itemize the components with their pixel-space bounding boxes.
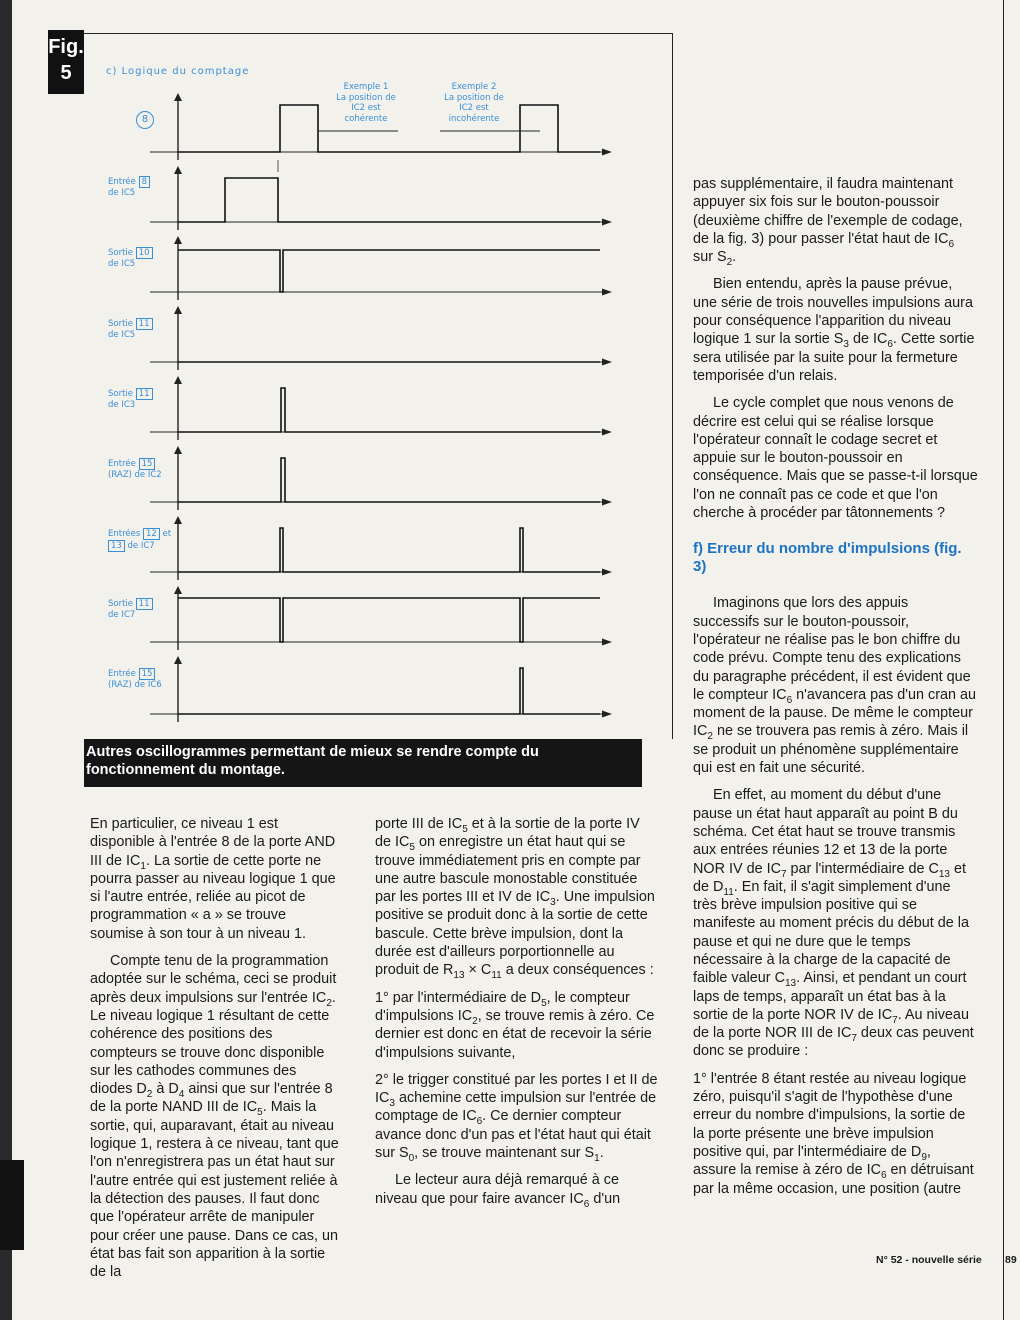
trace-label-sub	[108, 259, 153, 269]
trace-label	[108, 176, 150, 198]
node-marker: 8	[136, 111, 154, 129]
trace-label	[108, 247, 153, 269]
trace-label-line	[108, 528, 171, 540]
trace-label-chip: de IC7	[108, 610, 136, 620]
axis-arrow-right	[602, 359, 612, 366]
trace-label	[108, 528, 171, 552]
paragraph: Bien entendu, après la pause prévue, une série de trois nouvelles impulsions aura pour conséquence l'apparition du niveau logique 1 sur la sortie $S_3$ de $IC_6$. Cette sortie sera utilisée par la suite pour la fermeture temporisée d'un relais.	[693, 276, 975, 384]
example-2-line: IC2 est	[459, 103, 489, 113]
waveform-trace-0	[178, 105, 600, 152]
paragraph: En particulier, ce niveau 1 est disponible à l'entrée 8 de la porte AND III de $IC_1$. La sortie de cette porte ne pourra passer au niveau logique 1 que si l'autre entrée, reliée au picot de programmation « a » se trouve soumise à son tour à un niveau 1.	[90, 816, 336, 942]
example-1-line: IC2 est	[351, 103, 381, 113]
trace-label-sub	[108, 610, 153, 620]
axis-arrow-up	[174, 446, 182, 454]
issue-label: N° 52 - nouvelle série	[876, 1254, 982, 1266]
axis-arrow-right	[602, 499, 612, 506]
trace-label-chip: de IC7	[127, 541, 155, 551]
waveform-trace-8	[178, 668, 600, 714]
axis-arrow-right	[602, 429, 612, 436]
pin-number-box: 15	[139, 668, 156, 680]
paragraph: Le lecteur aura déjà remarqué à ce niveau que pour faire avancer $IC_6$ d'un	[375, 1172, 621, 1210]
page-number: 89	[1005, 1254, 1017, 1266]
paragraph: 2° le trigger constitué par les portes I et II de $IC_3$ achemine cette impulsion sur l'entrée de comptage de $IC_6$. Ce dernier compteur avance donc d'un pas et l'état haut qui était sur $S_0$, se trouve maintenant sur $S_1$.	[375, 1071, 658, 1164]
waveform-trace-4	[178, 388, 600, 432]
trace-label-line	[108, 176, 150, 188]
waveform-trace-5	[178, 458, 600, 502]
trace-label	[108, 318, 153, 340]
figure-tab-label: Fig. 5	[48, 36, 84, 84]
column-middle	[375, 815, 658, 1217]
axis-arrow-right	[602, 289, 612, 296]
axis-arrow-up	[174, 166, 182, 174]
pin-number-box: 12	[143, 528, 160, 540]
trace-label-line	[108, 318, 153, 330]
trace-label-text: Entrée	[108, 177, 139, 187]
trace-label-text: Sortie	[108, 389, 136, 399]
paragraph: En effet, au moment du début d'une pause un état haut apparaît au point B du schéma. Cet état haut se trouve transmis aux entrées réunies 12 et 13 de la porte NOR IV de $IC_7$ par l'intermédiaire de $C_{13}$ et de $D_{11}$. En fait, il s'agit simplement d'une très brève impulsion positive qui se manifeste au moment précis du début de la pause et qui ne dure que le temps nécessaire à la charge de la capacité de faible valeur $C_{13}$. Ainsi, et pendant un court laps de temps, apparaît un état bas à la sortie de la porte NOR IV de $IC_7$. Au niveau de la porte NOR III de $IC_7$ deux cas peuvent donc se produire :	[693, 787, 974, 1060]
pin-number-box: 8	[139, 176, 150, 188]
example-2-line: La position de	[444, 92, 504, 103]
section-heading: f) Erreur du nombre d'impulsions (fig. 3)	[693, 540, 962, 576]
axis-arrow-up	[174, 306, 182, 314]
trace-label	[108, 668, 162, 690]
trace-label-chip: de IC5	[108, 259, 136, 269]
trace-label-chip: de IC3	[108, 400, 136, 410]
paragraph: porte III de $IC_5$ et à la sortie de la porte IV de $IC_5$ on enregistre un état haut qui se trouve immédiatement pris en compte par une autre bascule monostable constituée par les portes III et IV de $IC_3$. Une impulsion positive se produit donc à la sortie de cette bascule. Cette brève impulsion, dont la durée est d'ailleurs porportionnelle au produit de $R_{13} \times C_{11}$ a deux conséquences :	[375, 816, 655, 982]
axis-arrow-up	[174, 93, 182, 101]
figure-caption: Autres oscillogrammes permettant de mieux se rendre compte du fonctionnement du montage.	[84, 739, 642, 787]
column-right	[693, 175, 978, 1207]
binding-shadow	[0, 1160, 24, 1250]
trace-label-line	[108, 247, 153, 259]
axis-arrow-right	[602, 149, 612, 156]
pin-number-box: 13	[108, 540, 125, 552]
trace-label-chip: (RAZ) de IC2	[108, 470, 162, 480]
paragraph: 1° par l'intermédiaire de $D_5$, le compteur d'impulsions $IC_2$, se trouve remis à zéro. Ce dernier est donc en état de recevoir la série d'impulsions suivante,	[375, 989, 655, 1061]
example-2-line: incohérente	[448, 113, 500, 124]
axis-arrow-up	[174, 516, 182, 524]
example-2-line: Exemple 2	[451, 82, 497, 92]
axis-arrow-right	[602, 219, 612, 226]
trace-label	[108, 458, 162, 480]
trace-label-text: Entrée	[108, 669, 139, 679]
axis-arrow-up	[174, 586, 182, 594]
paragraph: Compte tenu de la programmation adoptée sur le schéma, ceci se produit après deux impulsions sur l'entrée $IC_2$. Le niveau logique 1 résultant de cette cohérence des positions des compteurs se trouve donc disponible sur les cathodes communes des diodes $D_2$ à $D_4$ ainsi que sur l'entrée 8 de la porte NAND III de $IC_5$. Mais la sortie, qui, auparavant, était au niveau logique 1, restera à ce niveau, tant que l'on n'enregistrera pas un état haut sur l'autre entrée qui est justement reliée à la détection des pauses. Il faut donc que l'opérateur arrête de manipuler pour créer une pause. Dans ce cas, un état bas fait son apparition à la sortie de la	[90, 953, 339, 1281]
trace-label-sub	[108, 680, 162, 690]
trace-label-line	[108, 458, 162, 470]
trace-label-sub	[108, 188, 150, 198]
trace-label-chip: de IC5	[108, 188, 136, 198]
trace-label-chip: de IC5	[108, 330, 136, 340]
paragraph: 1° l'entrée 8 étant restée au niveau logique zéro, puisqu'il s'agit de l'hypothèse d'une erreur du nombre d'impulsions, la sortie de la porte présente une brève impulsion positive qui, par l'intermédiaire de $D_9$, assure la remise à zéro de $IC_6$ en détruisant par la même occasion, une position (autre	[693, 1070, 974, 1197]
example-1-line: La position de	[336, 92, 396, 103]
pin-number-box: 11	[136, 598, 153, 610]
trace-label-line	[108, 668, 162, 680]
trace-label-text: Sortie	[108, 599, 136, 609]
trace-label-sub	[108, 540, 171, 552]
column-left	[90, 815, 340, 1290]
trace-label-text: Sortie	[108, 248, 136, 258]
trace-label-chip: (RAZ) de IC6	[108, 680, 162, 690]
trace-label-text: Entrée	[108, 459, 139, 469]
trace-label-text: Sortie	[108, 319, 136, 329]
trace-label-sub	[108, 330, 153, 340]
trace-label-conj: et	[159, 529, 172, 539]
waveform-trace-7	[178, 598, 600, 642]
trace-label-sub	[108, 470, 162, 480]
paragraph: Imaginons que lors des appuis successifs sur le bouton-poussoir, l'opérateur ne réalise pas le bon chiffre du code prévu. Compte tenu des explications du paragraphe précédent, il est évident que le compteur $IC_6$ n'avancera pas d'un cran au moment de la pause. De même le compteur $IC_2$ ne se trouvera pas remis à zéro. Mais il se produit un phénomène supplémentaire qui est en fait une sécurité.	[693, 595, 977, 777]
trace-label-line	[108, 598, 153, 610]
axis-arrow-up	[174, 236, 182, 244]
trace-label-line	[108, 388, 153, 400]
waveform-trace-2	[178, 250, 600, 292]
axis-arrow-right	[602, 711, 612, 718]
paragraph: Le cycle complet que nous venons de décrire est celui qui se réalise lorsque l'opérateur connaît le codage secret et appuie sur le bouton-poussoir en conséquence. Mais que se passe-t-il lorsque l'on ne connaît pas ce code et que l'on cherche à procéder par tâtonnements ?	[693, 395, 978, 522]
figure-subtitle: c) Logique du comptage	[106, 66, 250, 77]
waveform-trace-6	[178, 528, 600, 572]
waveform-trace-1	[178, 178, 600, 222]
pin-number-box: 11	[136, 318, 153, 330]
trace-label	[108, 598, 153, 620]
trace-label	[108, 388, 153, 410]
pin-number-box: 15	[139, 458, 156, 470]
axis-arrow-right	[602, 639, 612, 646]
axis-arrow-up	[174, 376, 182, 384]
paragraph: pas supplémentaire, il faudra maintenant appuyer six fois sur le bouton-poussoir (deuxième chiffre de l'exemple de codage, de la fig. 3) pour passer l'état haut de $IC_6$ sur $S_2$.	[693, 176, 963, 269]
example-1-line: Exemple 1	[343, 82, 389, 92]
trace-label-text: Entrées	[108, 529, 143, 539]
axis-arrow-right	[602, 569, 612, 576]
example-1-line: cohérente	[344, 113, 388, 124]
axis-arrow-up	[174, 656, 182, 664]
pin-number-box: 11	[136, 388, 153, 400]
pin-number-box: 10	[136, 247, 153, 259]
trace-label-sub	[108, 400, 153, 410]
